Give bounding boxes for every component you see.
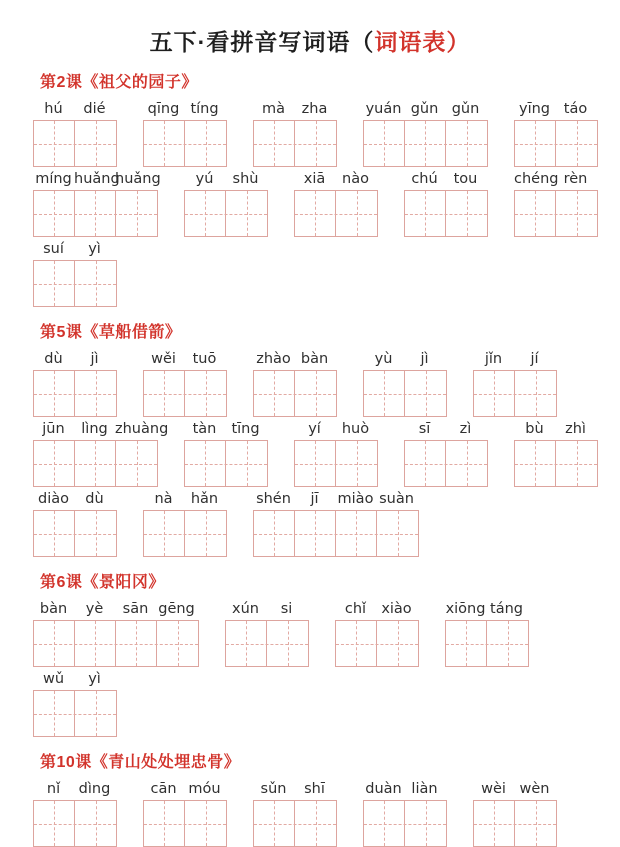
- word-group: [473, 351, 557, 417]
- pinyin-syllable: dìng: [78, 781, 111, 797]
- pinyin-labels: [225, 601, 309, 618]
- pinyin-labels: [363, 351, 447, 368]
- writing-cell: [556, 121, 597, 166]
- pinyin-syllable: miào: [337, 491, 374, 507]
- pinyin-labels: [33, 781, 117, 798]
- writing-cell: [446, 191, 487, 236]
- writing-box: [473, 370, 557, 417]
- pinyin-syllable: wèi: [481, 781, 506, 797]
- writing-cell: [75, 511, 116, 556]
- writing-cell: [364, 121, 405, 166]
- word-group: [143, 491, 227, 557]
- pinyin-syllable: cān: [150, 781, 177, 797]
- writing-cell: [185, 511, 226, 556]
- writing-cell: [226, 621, 267, 666]
- writing-cell: [336, 441, 377, 486]
- writing-cell: [144, 511, 185, 556]
- pinyin-syllable: nà: [154, 491, 173, 507]
- word-group: [143, 351, 227, 417]
- pinyin-syllable: huò: [341, 421, 370, 437]
- word-group: [33, 601, 199, 667]
- word-row: [33, 601, 620, 667]
- pinyin-syllable: zhào: [256, 351, 291, 367]
- pinyin-syllable: zha: [301, 101, 328, 117]
- word-group: [514, 421, 598, 487]
- pinyin-labels: [253, 101, 337, 118]
- pinyin-syllable: xún: [232, 601, 259, 617]
- pinyin-syllable: huǎng: [115, 171, 161, 187]
- writing-cell: [116, 441, 157, 486]
- writing-cell: [295, 191, 336, 236]
- writing-cell: [515, 121, 556, 166]
- pinyin-syllable: bàn: [300, 351, 329, 367]
- word-group: [363, 781, 447, 847]
- writing-cell: [336, 511, 377, 556]
- pinyin-labels: [404, 421, 488, 438]
- word-group: [33, 351, 117, 417]
- pinyin-syllable: huǎng: [74, 171, 120, 187]
- pinyin-syllable: jǐn: [484, 351, 503, 367]
- pinyin-labels: [33, 601, 199, 618]
- pinyin-syllable: liàn: [411, 781, 438, 797]
- writing-cell: [254, 371, 295, 416]
- writing-cell: [295, 511, 336, 556]
- writing-cell: [515, 801, 556, 846]
- pinyin-syllable: bù: [525, 421, 544, 437]
- word-group: [404, 171, 488, 237]
- writing-box: [143, 800, 227, 847]
- writing-cell: [157, 621, 198, 666]
- pinyin-labels: [33, 491, 117, 508]
- writing-cell: [226, 191, 267, 236]
- writing-cell: [34, 191, 75, 236]
- writing-cell: [267, 621, 308, 666]
- writing-box: [33, 620, 199, 667]
- word-group: [33, 421, 169, 487]
- pinyin-syllable: xiào: [381, 601, 412, 617]
- pinyin-syllable: jì: [420, 351, 429, 367]
- writing-box: [33, 190, 158, 237]
- pinyin-labels: [33, 421, 169, 438]
- pinyin-labels: [33, 671, 117, 688]
- pinyin-labels: [253, 351, 337, 368]
- writing-box: [33, 370, 117, 417]
- pinyin-syllable: míng: [35, 171, 72, 187]
- lesson-heading: 第5课《草船借箭》: [40, 324, 182, 341]
- writing-box: [33, 510, 117, 557]
- lesson-heading: 第6课《景阳冈》: [40, 574, 165, 591]
- writing-box: [363, 120, 488, 167]
- writing-cell: [75, 691, 116, 736]
- pinyin-syllable: tīng: [231, 421, 260, 437]
- writing-box: [514, 120, 598, 167]
- pinyin-labels: [363, 101, 488, 118]
- writing-box: [473, 800, 557, 847]
- writing-cell: [295, 801, 336, 846]
- pinyin-labels: [184, 171, 268, 188]
- writing-cell: [405, 441, 446, 486]
- writing-cell: [556, 441, 597, 486]
- writing-cell: [515, 191, 556, 236]
- writing-box: [225, 620, 309, 667]
- lesson-section: [0, 749, 620, 847]
- writing-cell: [185, 121, 226, 166]
- word-group: [294, 171, 378, 237]
- pinyin-syllable: qīng: [147, 101, 180, 117]
- pinyin-syllable: lìng: [81, 421, 108, 437]
- writing-cell: [116, 621, 157, 666]
- pinyin-syllable: yì: [88, 671, 101, 687]
- writing-cell: [254, 801, 295, 846]
- word-row: [33, 671, 620, 737]
- writing-cell: [364, 801, 405, 846]
- pinyin-labels: [253, 491, 419, 508]
- word-row: [33, 351, 620, 417]
- pinyin-syllable: gēng: [158, 601, 195, 617]
- pinyin-labels: [143, 351, 227, 368]
- pinyin-syllable: wǔ: [42, 671, 65, 687]
- pinyin-syllable: dié: [83, 101, 106, 117]
- writing-cell: [75, 621, 116, 666]
- pinyin-syllable: shù: [232, 171, 259, 187]
- word-group: [253, 781, 337, 847]
- pinyin-syllable: yì: [88, 241, 101, 257]
- pinyin-syllable: yuán: [365, 101, 402, 117]
- writing-box: [294, 190, 378, 237]
- pinyin-syllable: chǐ: [344, 601, 367, 617]
- pinyin-syllable: jí: [530, 351, 539, 367]
- pinyin-syllable: jì: [90, 351, 99, 367]
- writing-box: [143, 370, 227, 417]
- writing-cell: [405, 801, 446, 846]
- pinyin-syllable: duàn: [365, 781, 402, 797]
- writing-cell: [75, 371, 116, 416]
- pinyin-syllable: zhì: [565, 421, 586, 437]
- pinyin-syllable: táng: [490, 601, 523, 617]
- writing-cell: [144, 371, 185, 416]
- writing-cell: [515, 441, 556, 486]
- pinyin-labels: [33, 171, 161, 188]
- word-group: [225, 601, 309, 667]
- pinyin-syllable: tíng: [190, 101, 219, 117]
- pinyin-labels: [143, 781, 227, 798]
- writing-cell: [34, 371, 75, 416]
- writing-box: [143, 120, 227, 167]
- pinyin-syllable: nào: [342, 171, 369, 187]
- writing-cell: [116, 191, 157, 236]
- pinyin-syllable: si: [280, 601, 293, 617]
- pinyin-syllable: yè: [85, 601, 104, 617]
- writing-cell: [487, 621, 528, 666]
- writing-box: [33, 440, 158, 487]
- writing-box: [363, 370, 447, 417]
- writing-cell: [377, 621, 418, 666]
- pinyin-syllable: gǔn: [451, 101, 480, 117]
- writing-box: [33, 800, 117, 847]
- pinyin-syllable: zì: [459, 421, 472, 437]
- writing-cell: [34, 441, 75, 486]
- word-group: [445, 601, 529, 667]
- pinyin-syllable: wěi: [151, 351, 176, 367]
- word-group: [253, 491, 419, 557]
- word-group: [514, 171, 598, 237]
- pinyin-syllable: tàn: [192, 421, 217, 437]
- pinyin-syllable: zhuàng: [115, 421, 169, 437]
- writing-box: [253, 370, 337, 417]
- writing-box: [445, 620, 529, 667]
- writing-cell: [446, 441, 487, 486]
- writing-cell: [364, 371, 405, 416]
- writing-cell: [405, 191, 446, 236]
- pinyin-syllable: yú: [195, 171, 214, 187]
- writing-box: [253, 510, 419, 557]
- lesson-section: [0, 319, 620, 557]
- pinyin-syllable: yīng: [518, 101, 550, 117]
- writing-box: [33, 690, 117, 737]
- pinyin-labels: [445, 601, 529, 618]
- writing-cell: [474, 801, 515, 846]
- word-row: [33, 101, 620, 167]
- lesson-section: [0, 569, 620, 737]
- pinyin-syllable: hú: [44, 101, 63, 117]
- pinyin-labels: [363, 781, 447, 798]
- word-group: [33, 171, 161, 237]
- word-group: [33, 671, 117, 737]
- word-group: [33, 491, 117, 557]
- pinyin-syllable: nǐ: [46, 781, 61, 797]
- writing-cell: [185, 371, 226, 416]
- pinyin-syllable: shī: [304, 781, 325, 797]
- pinyin-labels: [253, 781, 337, 798]
- word-row: [33, 421, 620, 487]
- pinyin-syllable: yí: [308, 421, 321, 437]
- writing-cell: [336, 191, 377, 236]
- pinyin-syllable: xiōng: [445, 601, 486, 617]
- writing-cell: [254, 511, 295, 556]
- sections-container: [0, 69, 620, 847]
- word-group: [143, 101, 227, 167]
- writing-cell: [474, 371, 515, 416]
- word-group: [335, 601, 419, 667]
- pinyin-syllable: jī: [310, 491, 319, 507]
- writing-cell: [75, 191, 116, 236]
- writing-box: [404, 190, 488, 237]
- writing-cell: [75, 801, 116, 846]
- pinyin-labels: [514, 421, 598, 438]
- pinyin-labels: [473, 781, 557, 798]
- writing-cell: [295, 371, 336, 416]
- lesson-heading: 第2课《祖父的园子》: [40, 74, 198, 91]
- writing-cell: [185, 441, 226, 486]
- writing-box: [404, 440, 488, 487]
- writing-cell: [377, 511, 418, 556]
- page-title: [0, 24, 620, 57]
- pinyin-syllable: chéng: [514, 171, 559, 187]
- writing-cell: [144, 801, 185, 846]
- writing-cell: [34, 621, 75, 666]
- pinyin-labels: [404, 171, 488, 188]
- pinyin-syllable: móu: [188, 781, 221, 797]
- writing-cell: [226, 441, 267, 486]
- word-group: [473, 781, 557, 847]
- pinyin-syllable: jūn: [42, 421, 65, 437]
- word-group: [404, 421, 488, 487]
- writing-cell: [446, 121, 487, 166]
- writing-cell: [185, 191, 226, 236]
- pinyin-labels: [143, 101, 227, 118]
- word-group: [363, 351, 447, 417]
- word-row: [33, 171, 620, 237]
- word-group: [33, 781, 117, 847]
- pinyin-syllable: sān: [122, 601, 149, 617]
- writing-cell: [556, 191, 597, 236]
- pinyin-syllable: wèn: [519, 781, 550, 797]
- word-row: [33, 781, 620, 847]
- writing-cell: [295, 121, 336, 166]
- pinyin-syllable: tuō: [192, 351, 217, 367]
- writing-box: [33, 120, 117, 167]
- word-group: [294, 421, 378, 487]
- pinyin-syllable: dù: [44, 351, 63, 367]
- writing-cell: [405, 121, 446, 166]
- word-row: [33, 491, 620, 557]
- pinyin-syllable: sī: [418, 421, 431, 437]
- pinyin-labels: [294, 171, 378, 188]
- lesson-heading: 第10课《青山处处埋忠骨》: [40, 754, 241, 771]
- writing-cell: [185, 801, 226, 846]
- writing-cell: [254, 121, 295, 166]
- pinyin-syllable: diào: [38, 491, 69, 507]
- pinyin-labels: [514, 171, 598, 188]
- writing-box: [514, 440, 598, 487]
- writing-box: [33, 260, 117, 307]
- pinyin-syllable: dù: [85, 491, 104, 507]
- word-group: [253, 351, 337, 417]
- word-group: [33, 101, 117, 167]
- pinyin-labels: [473, 351, 557, 368]
- word-group: [33, 241, 117, 307]
- pinyin-labels: [294, 421, 378, 438]
- pinyin-syllable: shén: [256, 491, 291, 507]
- pinyin-syllable: bàn: [39, 601, 68, 617]
- writing-cell: [144, 121, 185, 166]
- writing-cell: [34, 121, 75, 166]
- pinyin-labels: [33, 101, 117, 118]
- page-title-red: 词语表）: [374, 29, 471, 55]
- word-row: [33, 241, 620, 307]
- writing-cell: [336, 621, 377, 666]
- pinyin-labels: [514, 101, 598, 118]
- pinyin-syllable: suàn: [379, 491, 414, 507]
- pinyin-labels: [143, 491, 227, 508]
- writing-box: [184, 440, 268, 487]
- pinyin-syllable: chú: [411, 171, 438, 187]
- pinyin-labels: [335, 601, 419, 618]
- pinyin-labels: [184, 421, 268, 438]
- pinyin-labels: [33, 351, 117, 368]
- writing-box: [294, 440, 378, 487]
- pinyin-syllable: tou: [453, 171, 478, 187]
- writing-cell: [34, 801, 75, 846]
- pinyin-syllable: xiā: [303, 171, 326, 187]
- pinyin-syllable: sǔn: [260, 781, 287, 797]
- writing-cell: [34, 261, 75, 306]
- writing-cell: [34, 511, 75, 556]
- writing-cell: [295, 441, 336, 486]
- lesson-section: [0, 69, 620, 307]
- writing-cell: [405, 371, 446, 416]
- word-group: [253, 101, 337, 167]
- writing-cell: [75, 441, 116, 486]
- pinyin-labels: [33, 241, 117, 258]
- word-group: [184, 421, 268, 487]
- page-title-black: 五下·看拼音写词语（: [149, 29, 375, 55]
- writing-cell: [75, 121, 116, 166]
- writing-box: [184, 190, 268, 237]
- pinyin-syllable: hǎn: [190, 491, 219, 507]
- pinyin-syllable: rèn: [563, 171, 588, 187]
- writing-box: [143, 510, 227, 557]
- writing-box: [335, 620, 419, 667]
- writing-cell: [515, 371, 556, 416]
- writing-box: [253, 120, 337, 167]
- word-group: [363, 101, 488, 167]
- writing-box: [363, 800, 447, 847]
- writing-cell: [34, 691, 75, 736]
- pinyin-syllable: gǔn: [410, 101, 439, 117]
- writing-cell: [446, 621, 487, 666]
- word-group: [143, 781, 227, 847]
- pinyin-syllable: táo: [563, 101, 588, 117]
- pinyin-syllable: yù: [374, 351, 393, 367]
- writing-box: [514, 190, 598, 237]
- pinyin-syllable: suí: [43, 241, 64, 257]
- word-group: [184, 171, 268, 237]
- word-group: [514, 101, 598, 167]
- writing-box: [253, 800, 337, 847]
- writing-cell: [75, 261, 116, 306]
- pinyin-syllable: mà: [261, 101, 285, 117]
